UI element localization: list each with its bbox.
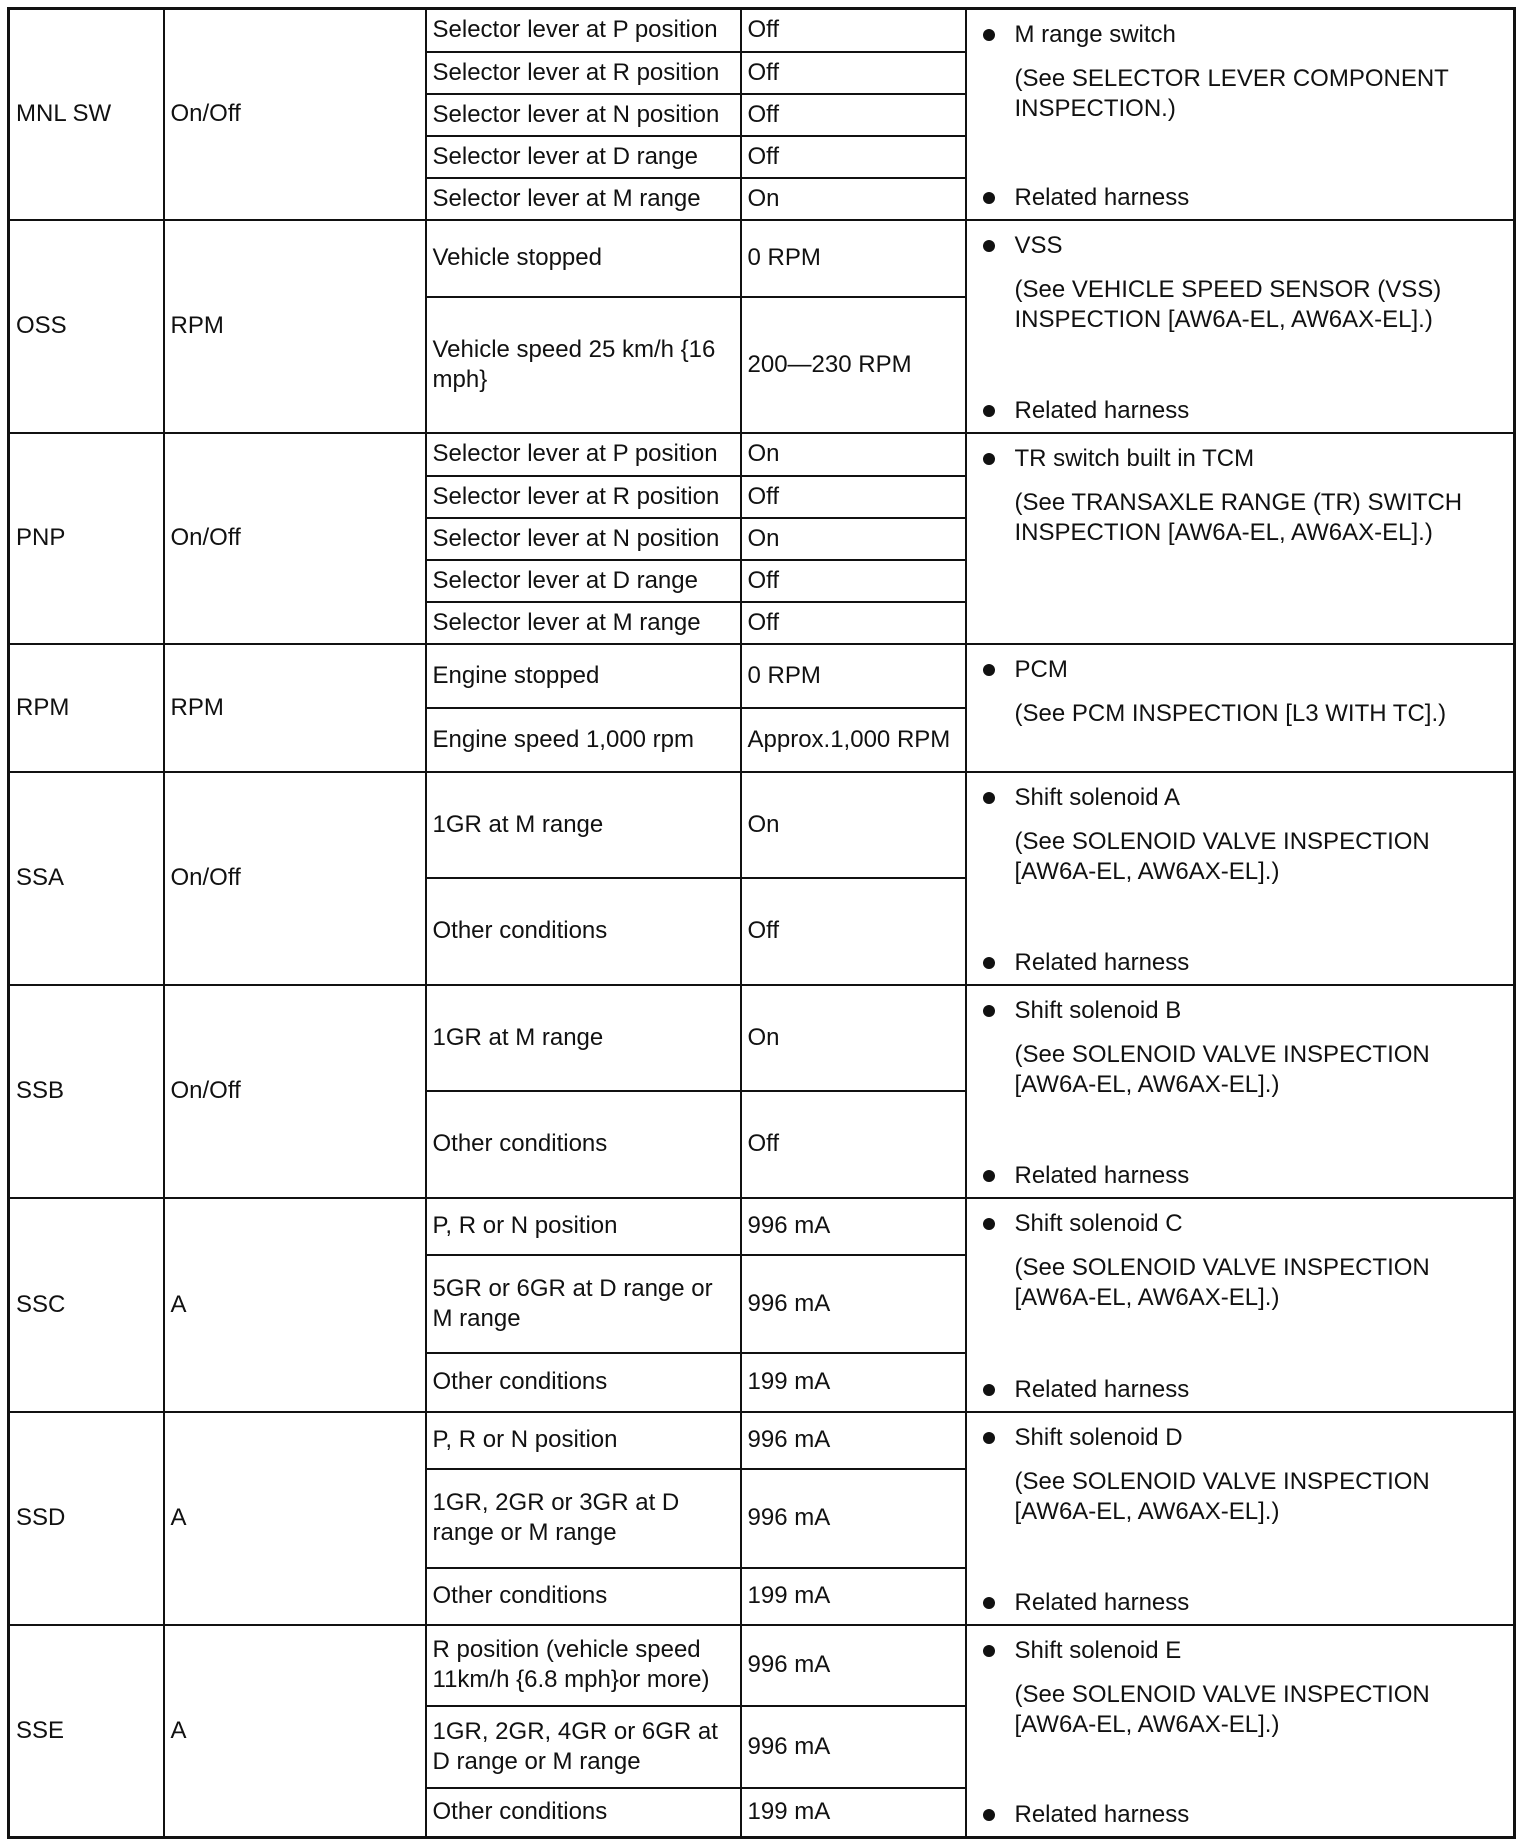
table-row bbox=[9, 985, 1515, 1091]
check-item-cell bbox=[966, 9, 1515, 220]
check-item-content bbox=[983, 1636, 1506, 1831]
bullet-icon bbox=[983, 1170, 995, 1182]
table-row bbox=[9, 772, 1515, 878]
check-item-cell bbox=[966, 985, 1515, 1198]
value-cell: On bbox=[741, 772, 966, 878]
value-cell: On bbox=[741, 178, 966, 220]
inspection-reference: (See SOLENOID VALVE INSPECTION [AW6A-EL, AW6AX-EL].) bbox=[1014, 1680, 1430, 1738]
condition-cell: P, R or N position bbox=[426, 1198, 741, 1255]
condition-cell: R position (vehicle speed 11km/h {6.8 mph}or more) bbox=[426, 1625, 741, 1706]
table-row bbox=[9, 220, 1515, 297]
inspection-reference: (See SOLENOID VALVE INSPECTION [AW6A-EL, AW6AX-EL].) bbox=[1014, 1040, 1430, 1098]
bullet-icon bbox=[983, 1432, 995, 1444]
inspection-reference: (See TRANSAXLE RANGE (TR) SWITCH INSPECTION [AW6A-EL, AW6AX-EL].) bbox=[1014, 488, 1463, 546]
check-item-label: TR switch built in TCM bbox=[1014, 444, 1255, 472]
value-cell: Off bbox=[741, 9, 966, 52]
unit-cell: A bbox=[164, 1412, 426, 1625]
value-cell: Approx.1,000 RPM bbox=[741, 708, 966, 772]
pid-name-cell: SSC bbox=[9, 1198, 164, 1412]
check-item-top bbox=[983, 20, 1506, 138]
inspection-reference: (See SOLENOID VALVE INSPECTION [AW6A-EL, AW6AX-EL].) bbox=[1014, 1467, 1430, 1525]
related-harness-label: Related harness bbox=[1014, 1801, 1190, 1828]
value-cell: Off bbox=[741, 1091, 966, 1198]
related-harness-label: Related harness bbox=[1014, 1375, 1190, 1403]
condition-cell: Selector lever at P position bbox=[426, 9, 741, 52]
check-item-content bbox=[983, 444, 1506, 637]
value-cell: 0 RPM bbox=[741, 220, 966, 297]
condition-cell: 1GR, 2GR or 3GR at D range or M range bbox=[426, 1469, 741, 1568]
unit-cell: On/Off bbox=[164, 9, 426, 220]
check-item-content bbox=[983, 20, 1506, 213]
table-row bbox=[9, 1198, 1515, 1255]
condition-cell: Other conditions bbox=[426, 1568, 741, 1625]
value-cell: 199 mA bbox=[741, 1788, 966, 1838]
unit-cell: On/Off bbox=[164, 772, 426, 985]
value-cell: 199 mA bbox=[741, 1353, 966, 1412]
table-row bbox=[9, 1412, 1515, 1469]
check-item-cell bbox=[966, 1625, 1515, 1838]
pid-name-cell: SSA bbox=[9, 772, 164, 985]
value-cell: Off bbox=[741, 560, 966, 602]
bullet-icon bbox=[983, 192, 995, 204]
value-cell: 996 mA bbox=[741, 1412, 966, 1469]
condition-cell: Other conditions bbox=[426, 1353, 741, 1412]
related-harness-label: Related harness bbox=[1014, 183, 1190, 211]
bullet-item bbox=[983, 1800, 1506, 1830]
bullet-item bbox=[983, 1423, 1506, 1453]
condition-cell: 1GR at M range bbox=[426, 772, 741, 878]
inspection-reference: (See SOLENOID VALVE INSPECTION [AW6A-EL, AW6AX-EL].) bbox=[1014, 827, 1430, 885]
condition-cell: Selector lever at D range bbox=[426, 560, 741, 602]
check-item-top bbox=[983, 655, 1506, 743]
bullet-item bbox=[983, 996, 1506, 1026]
value-cell: 996 mA bbox=[741, 1255, 966, 1353]
check-item-cell bbox=[966, 1198, 1515, 1412]
check-item-top bbox=[983, 783, 1506, 901]
check-item-content bbox=[983, 655, 1506, 765]
unit-cell: A bbox=[164, 1625, 426, 1838]
check-item-top bbox=[983, 996, 1506, 1114]
value-cell: On bbox=[741, 518, 966, 560]
condition-cell: Selector lever at N position bbox=[426, 94, 741, 136]
bullet-icon bbox=[983, 1645, 995, 1657]
condition-cell: Other conditions bbox=[426, 1091, 741, 1198]
bullet-icon bbox=[983, 1597, 995, 1609]
bullet-icon bbox=[983, 1384, 995, 1396]
related-harness-label: Related harness bbox=[1014, 396, 1190, 424]
condition-cell: Selector lever at M range bbox=[426, 178, 741, 220]
bullet-item bbox=[983, 1209, 1506, 1239]
condition-cell: 5GR or 6GR at D range or M range bbox=[426, 1255, 741, 1353]
check-item-label: Shift solenoid E bbox=[1014, 1636, 1182, 1664]
unit-cell: A bbox=[164, 1198, 426, 1412]
value-cell: 0 RPM bbox=[741, 644, 966, 708]
check-item-cell bbox=[966, 1412, 1515, 1625]
condition-cell: Vehicle speed 25 km/h {16 mph} bbox=[426, 297, 741, 433]
check-item-top bbox=[983, 444, 1506, 562]
related-harness-label: Related harness bbox=[1014, 1161, 1190, 1189]
bullet-item bbox=[983, 183, 1506, 213]
check-item-content bbox=[983, 1209, 1506, 1405]
condition-cell: Selector lever at M range bbox=[426, 602, 741, 644]
pid-name-cell: SSB bbox=[9, 985, 164, 1198]
table-row bbox=[9, 433, 1515, 476]
inspection-reference: (See SOLENOID VALVE INSPECTION [AW6A-EL, AW6AX-EL].) bbox=[1014, 1253, 1430, 1311]
unit-cell: RPM bbox=[164, 220, 426, 433]
check-item-label: Shift solenoid A bbox=[1014, 783, 1180, 811]
bullet-item bbox=[983, 231, 1506, 261]
check-item-cell bbox=[966, 433, 1515, 644]
bullet-icon bbox=[983, 957, 995, 969]
check-item-top bbox=[983, 1209, 1506, 1327]
bullet-item bbox=[983, 444, 1506, 474]
check-item-cell bbox=[966, 772, 1515, 985]
unit-cell: RPM bbox=[164, 644, 426, 772]
condition-cell: Vehicle stopped bbox=[426, 220, 741, 297]
bullet-item bbox=[983, 783, 1506, 813]
bullet-item bbox=[983, 1375, 1506, 1405]
condition-cell: Selector lever at D range bbox=[426, 136, 741, 178]
bullet-item bbox=[983, 1588, 1506, 1618]
bullet-icon bbox=[983, 1809, 995, 1821]
check-item-content bbox=[983, 996, 1506, 1191]
inspection-reference: (See PCM INSPECTION [L3 WITH TC].) bbox=[1014, 699, 1447, 727]
check-item-content bbox=[983, 1423, 1506, 1618]
check-item-top bbox=[983, 1423, 1506, 1541]
check-item-cell bbox=[966, 644, 1515, 772]
condition-cell: Selector lever at R position bbox=[426, 476, 741, 518]
value-cell: Off bbox=[741, 136, 966, 178]
check-item-top bbox=[983, 1636, 1506, 1754]
check-item-content bbox=[983, 231, 1506, 426]
bullet-item bbox=[983, 1636, 1506, 1666]
value-cell: Off bbox=[741, 602, 966, 644]
check-item-label: VSS bbox=[1014, 231, 1063, 259]
value-cell: On bbox=[741, 985, 966, 1091]
check-item-top bbox=[983, 231, 1506, 349]
check-item-label: M range switch bbox=[1014, 21, 1176, 48]
bullet-item bbox=[983, 20, 1506, 50]
bullet-icon bbox=[983, 1218, 995, 1230]
value-cell: 996 mA bbox=[741, 1625, 966, 1706]
condition-cell: 1GR, 2GR, 4GR or 6GR at D range or M range bbox=[426, 1706, 741, 1788]
condition-cell: Selector lever at R position bbox=[426, 52, 741, 94]
value-cell: 996 mA bbox=[741, 1706, 966, 1788]
value-cell: 996 mA bbox=[741, 1469, 966, 1568]
bullet-icon bbox=[983, 240, 995, 252]
bullet-icon bbox=[983, 664, 995, 676]
pid-name-cell: MNL SW bbox=[9, 9, 164, 220]
table-row bbox=[9, 1625, 1515, 1706]
related-harness-label: Related harness bbox=[1014, 948, 1190, 976]
table-row bbox=[9, 644, 1515, 708]
value-cell: Off bbox=[741, 52, 966, 94]
bullet-item bbox=[983, 948, 1506, 978]
pid-name-cell: OSS bbox=[9, 220, 164, 433]
value-cell: Off bbox=[741, 94, 966, 136]
value-cell: Off bbox=[741, 476, 966, 518]
bullet-icon bbox=[983, 453, 995, 465]
value-cell: Off bbox=[741, 878, 966, 985]
condition-cell: Engine stopped bbox=[426, 644, 741, 708]
condition-cell: P, R or N position bbox=[426, 1412, 741, 1469]
bullet-item bbox=[983, 655, 1506, 685]
condition-cell: Engine speed 1,000 rpm bbox=[426, 708, 741, 772]
inspection-reference: (See VEHICLE SPEED SENSOR (VSS) INSPECTION [AW6A-EL, AW6AX-EL].) bbox=[1014, 275, 1442, 333]
condition-cell: Other conditions bbox=[426, 1788, 741, 1838]
pid-name-cell: SSE bbox=[9, 1625, 164, 1838]
check-item-cell bbox=[966, 220, 1515, 433]
check-item-label: Shift solenoid D bbox=[1014, 1423, 1183, 1451]
pid-name-cell: RPM bbox=[9, 644, 164, 772]
bullet-item bbox=[983, 1161, 1506, 1191]
condition-cell: Selector lever at P position bbox=[426, 433, 741, 476]
check-item-label: Shift solenoid C bbox=[1014, 1209, 1183, 1237]
pid-name-cell: SSD bbox=[9, 1412, 164, 1625]
value-cell: 996 mA bbox=[741, 1198, 966, 1255]
check-item-content bbox=[983, 783, 1506, 978]
pid-name-cell: PNP bbox=[9, 433, 164, 644]
unit-cell: On/Off bbox=[164, 985, 426, 1198]
bullet-icon bbox=[983, 792, 995, 804]
value-cell: On bbox=[741, 433, 966, 476]
value-cell: 200—230 RPM bbox=[741, 297, 966, 433]
pid-monitor-table bbox=[7, 7, 1516, 1839]
bullet-item bbox=[983, 396, 1506, 426]
check-item-label: Shift solenoid B bbox=[1014, 996, 1182, 1024]
bullet-icon bbox=[983, 405, 995, 417]
bullet-icon bbox=[983, 29, 995, 41]
bullet-icon bbox=[983, 1005, 995, 1017]
unit-cell: On/Off bbox=[164, 433, 426, 644]
check-item-label: PCM bbox=[1014, 655, 1068, 683]
condition-cell: Selector lever at N position bbox=[426, 518, 741, 560]
condition-cell: 1GR at M range bbox=[426, 985, 741, 1091]
table-row bbox=[9, 9, 1515, 52]
value-cell: 199 mA bbox=[741, 1568, 966, 1625]
inspection-reference: (See SELECTOR LEVER COMPONENT INSPECTION.) bbox=[1014, 65, 1449, 122]
condition-cell: Other conditions bbox=[426, 878, 741, 985]
related-harness-label: Related harness bbox=[1014, 1588, 1190, 1616]
